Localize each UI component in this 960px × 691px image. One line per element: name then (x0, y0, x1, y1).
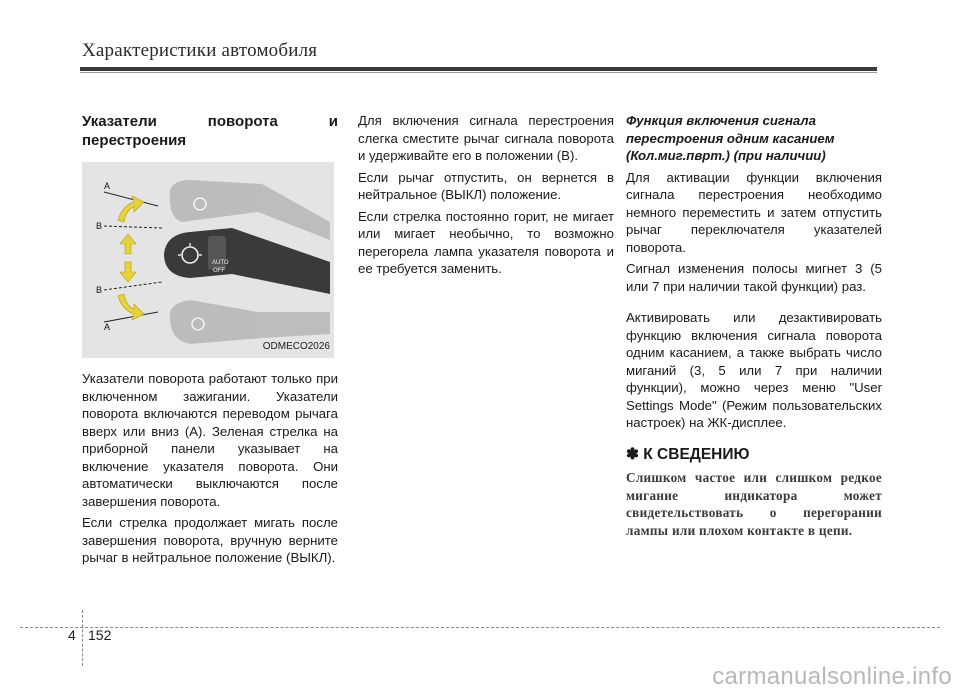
lever-main (164, 228, 330, 294)
page-header-title: Характеристики автомобиля (82, 40, 318, 61)
arrow-curved-up-icon (118, 196, 144, 222)
column-3 (626, 112, 882, 539)
turn-signal-figure (82, 162, 334, 358)
column-1 (82, 112, 338, 571)
leader-line-b-bottom (104, 282, 162, 290)
paragraph: Активировать или дезактивировать функцию включения сигнала поворота одним касанием, а также выбрать число миганий (3, 5 или 7 при наличии функции), можно через меню "User Settings Mode" (Режим пользовательских настроек) на ЖК-дисплее. (626, 310, 882, 430)
column-2 (358, 112, 614, 282)
paragraph: Сигнал изменения полосы мигнет 3 (5 или 7 при наличии такой функции) раз. (626, 261, 882, 294)
figure-code: ODMECO2026 (262, 340, 330, 352)
caution-text: Слишком частое или слишком редкое мигание индикатора может свидетельствовать о перегорании лампы или плохом контакте в цепи. (626, 470, 882, 538)
section-title: Указатели поворота и перестроения (82, 113, 338, 149)
label-b-bottom: B (96, 285, 103, 295)
paragraph: Для включения сигнала перестроения слегка сместите рычаг сигнала поворота и удерживайте его в положении (B). (358, 113, 614, 163)
footer-rule (20, 627, 940, 628)
arrow-up-icon (120, 234, 136, 254)
paragraph: Если стрелка постоянно горит, не мигает или мигает необычно, то возможно перегорела лампа указателя поворота и ее требуется заменить. (358, 208, 614, 276)
turn-signal-lever-illustration (82, 162, 334, 358)
caution-title: ✽ К СВЕДЕНИЮ (626, 445, 750, 463)
header-rule-thin (80, 72, 877, 73)
header-rule (80, 67, 877, 71)
chapter-number: 4 (68, 627, 76, 643)
watermark: carmanualsonline.info (712, 663, 952, 690)
arrow-curved-down-icon (118, 294, 144, 320)
subsection-heading: Функция включения сигнала перестроения одним касанием (Кол.миг.пврт.) (при наличии) (626, 113, 835, 163)
lever-ghost-up (170, 180, 330, 240)
paragraph: Если стрелка продолжает мигать после завершения поворота, вручную верните рычаг в нейтральное положение (ВЫКЛ). (82, 515, 338, 565)
paragraph: Если рычаг отпустить, он вернется в нейтральное (ВЫКЛ) положение. (358, 169, 614, 202)
paragraph: Для активации функции включения сигнала перестроения необходимо немного переместить и затем отпустить рычаг переключателя указателей поворота. (626, 169, 882, 255)
switch-label-auto: AUTO (212, 260, 229, 266)
footer-divider (82, 610, 83, 666)
arrow-down-icon (120, 262, 136, 282)
leader-line-b-top (104, 226, 162, 228)
label-a-bottom: A (104, 322, 111, 332)
label-a-top: A (104, 181, 111, 191)
leader-line-a-bottom (104, 312, 158, 322)
switch-label-off: OFF (213, 268, 225, 274)
paragraph: Указатели поворота работают только при включенном зажигании. Указатели поворота включаются переводом рычага вверх или вниз (A). Зеленая стрелка на приборной панели указывает на включение указателя поворота. Они автоматически выключаются после завершения поворота. (82, 371, 338, 509)
page-number: 152 (88, 627, 112, 643)
label-b-top: B (96, 221, 103, 231)
